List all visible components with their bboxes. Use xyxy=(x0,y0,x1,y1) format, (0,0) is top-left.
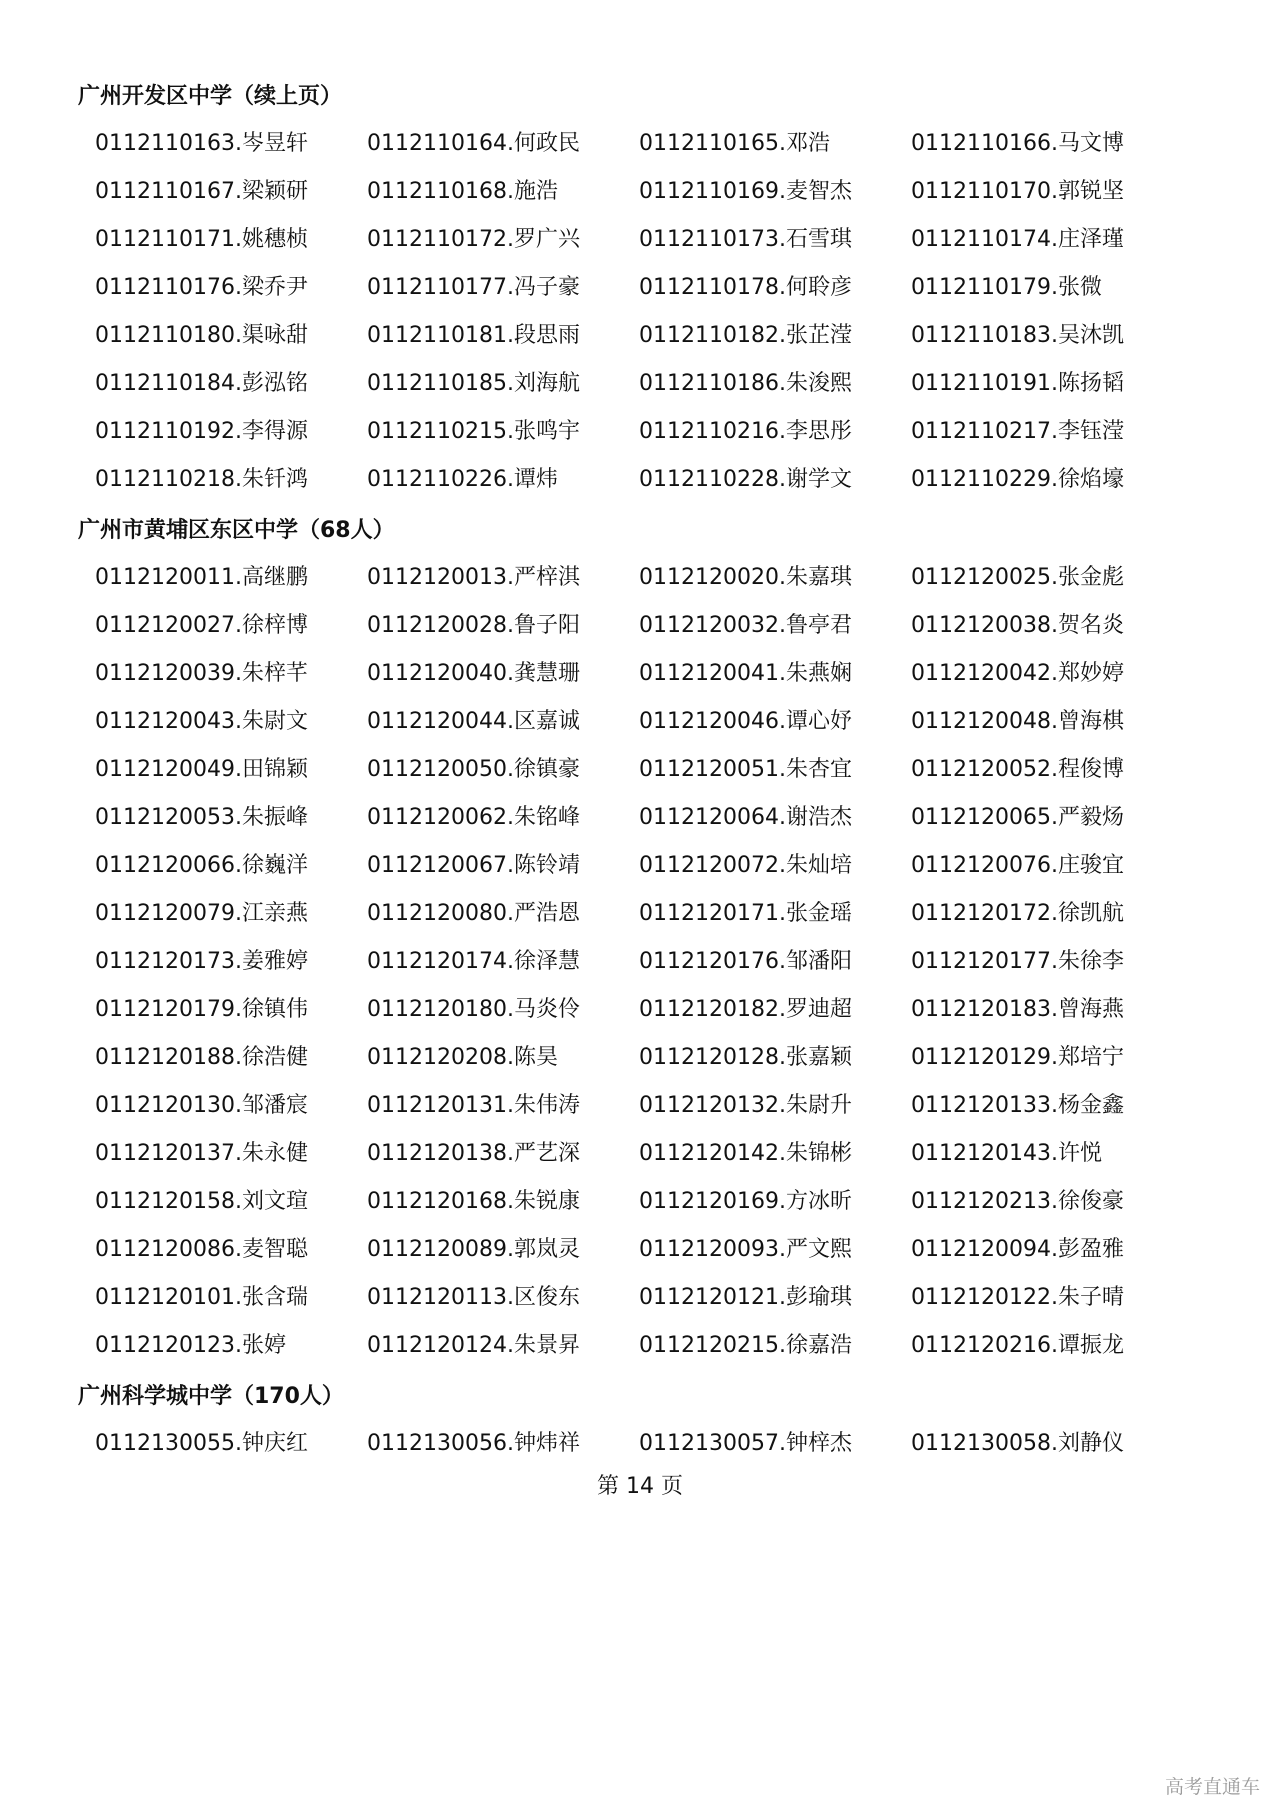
student-entry: 0112130057.钟梓杰 xyxy=(639,1431,852,1456)
student-entry: 0112120216.谭振龙 xyxy=(911,1333,1124,1358)
student-entry: 0112110179.张微 xyxy=(911,275,1102,300)
student-entry: 0112120172.徐凯航 xyxy=(911,901,1124,926)
student-entry: 0112110168.施浩 xyxy=(367,179,558,204)
student-entry: 0112120124.朱景昇 xyxy=(367,1333,580,1358)
student-entry: 0112110170.郭锐坚 xyxy=(911,179,1124,204)
student-entry: 0112110228.谢学文 xyxy=(639,467,852,492)
student-entry: 0112110165.邓浩 xyxy=(639,131,830,156)
student-entry: 0112110192.李得源 xyxy=(95,419,308,444)
student-entry: 0112120179.徐镇伟 xyxy=(95,997,308,1022)
student-entry: 0112120123.张婷 xyxy=(95,1333,286,1358)
student-entry: 0112120032.鲁亭君 xyxy=(639,613,852,638)
student-entry: 0112120168.朱锐康 xyxy=(367,1189,580,1214)
school-section xyxy=(78,80,1138,504)
student-entry: 0112110217.李钰滢 xyxy=(911,419,1124,444)
content-area xyxy=(78,80,1138,1468)
student-entry: 0112120169.方冰昕 xyxy=(639,1189,852,1214)
student-list xyxy=(78,1420,1138,1468)
student-entry: 0112110176.梁乔尹 xyxy=(95,275,308,300)
student-entry: 0112120128.张嘉颖 xyxy=(639,1045,852,1070)
student-entry: 0112120043.朱尉文 xyxy=(95,709,308,734)
student-entry: 0112120132.朱尉升 xyxy=(639,1093,852,1118)
student-entry: 0112120138.严艺深 xyxy=(367,1141,580,1166)
student-entry: 0112120028.鲁子阳 xyxy=(367,613,580,638)
student-entry: 0112120076.庄骏宜 xyxy=(911,853,1124,878)
student-entry: 0112120177.朱徐李 xyxy=(911,949,1124,974)
student-entry: 0112110180.渠咏甜 xyxy=(95,323,308,348)
student-entry: 0112120064.谢浩杰 xyxy=(639,805,852,830)
student-entry: 0112110171.姚穗桢 xyxy=(95,227,308,252)
student-entry: 0112120208.陈昊 xyxy=(367,1045,558,1070)
student-entry: 0112120093.严文熙 xyxy=(639,1237,852,1262)
student-entry: 0112120213.徐俊豪 xyxy=(911,1189,1124,1214)
student-entry: 0112110216.李思彤 xyxy=(639,419,852,444)
student-entry: 0112120188.徐浩健 xyxy=(95,1045,308,1070)
student-entry: 0112120067.陈铃靖 xyxy=(367,853,580,878)
student-entry: 0112120143.许悦 xyxy=(911,1141,1102,1166)
student-entry: 0112120049.田锦颖 xyxy=(95,757,308,782)
student-entry: 0112120053.朱振峰 xyxy=(95,805,308,830)
student-entry: 0112120113.区俊东 xyxy=(367,1285,580,1310)
student-entry: 0112120042.郑妙婷 xyxy=(911,661,1124,686)
student-entry: 0112110177.冯子豪 xyxy=(367,275,580,300)
student-entry: 0112110181.段思雨 xyxy=(367,323,580,348)
student-entry: 0112120046.谭心妤 xyxy=(639,709,852,734)
student-entry: 0112110183.吴沐凯 xyxy=(911,323,1124,348)
student-entry: 0112120066.徐巍洋 xyxy=(95,853,308,878)
student-entry: 0112110174.庄泽瑾 xyxy=(911,227,1124,252)
watermark: 高考直通车 xyxy=(1164,1776,1260,1798)
student-entry: 0112120050.徐镇豪 xyxy=(367,757,580,782)
student-entry: 0112120011.高继鹏 xyxy=(95,565,308,590)
student-entry: 0112120044.区嘉诚 xyxy=(367,709,580,734)
student-entry: 0112120094.彭盈雅 xyxy=(911,1237,1124,1262)
school-heading: 广州科学城中学（170人） xyxy=(78,1384,344,1409)
student-entry: 0112120072.朱灿培 xyxy=(639,853,852,878)
student-entry: 0112120180.马炎伶 xyxy=(367,997,580,1022)
page-number: 第 14 页 xyxy=(597,1474,683,1499)
student-entry: 0112120142.朱锦彬 xyxy=(639,1141,852,1166)
student-entry: 0112120158.刘文瑄 xyxy=(95,1189,308,1214)
student-entry: 0112130058.刘静仪 xyxy=(911,1431,1124,1456)
student-entry: 0112120137.朱永健 xyxy=(95,1141,308,1166)
student-entry: 0112110169.麦智杰 xyxy=(639,179,852,204)
student-entry: 0112110173.石雪琪 xyxy=(639,227,852,252)
student-entry: 0112120020.朱嘉琪 xyxy=(639,565,852,590)
student-entry: 0112120101.张含瑞 xyxy=(95,1285,308,1310)
student-entry: 0112120182.罗迪超 xyxy=(639,997,852,1022)
student-list xyxy=(78,554,1138,1370)
student-entry: 0112110226.谭炜 xyxy=(367,467,558,492)
school-heading: 广州开发区中学（续上页） xyxy=(78,84,343,109)
student-entry: 0112130056.钟炜祥 xyxy=(367,1431,580,1456)
student-entry: 0112120131.朱伟涛 xyxy=(367,1093,580,1118)
school-section xyxy=(78,514,1138,1370)
student-entry: 0112120052.程俊博 xyxy=(911,757,1124,782)
student-entry: 0112120171.张金瑶 xyxy=(639,901,852,926)
student-entry: 0112120173.姜雅婷 xyxy=(95,949,308,974)
student-entry: 0112110163.岑昱轩 xyxy=(95,131,308,156)
student-entry: 0112120051.朱杏宜 xyxy=(639,757,852,782)
student-entry: 0112120086.麦智聪 xyxy=(95,1237,308,1262)
student-entry: 0112120080.严浩恩 xyxy=(367,901,580,926)
student-entry: 0112120089.郭岚灵 xyxy=(367,1237,580,1262)
student-entry: 0112110178.何聆彦 xyxy=(639,275,852,300)
student-entry: 0112120129.郑培宁 xyxy=(911,1045,1124,1070)
student-entry: 0112120174.徐泽慧 xyxy=(367,949,580,974)
student-entry: 0112120039.朱梓芊 xyxy=(95,661,308,686)
student-entry: 0112110218.朱钎鸿 xyxy=(95,467,308,492)
student-entry: 0112120122.朱子晴 xyxy=(911,1285,1124,1310)
student-entry: 0112110172.罗广兴 xyxy=(367,227,580,252)
student-entry: 0112120027.徐梓博 xyxy=(95,613,308,638)
student-entry: 0112130055.钟庆红 xyxy=(95,1431,308,1456)
student-entry: 0112120025.张金彪 xyxy=(911,565,1124,590)
student-entry: 0112110184.彭泓铭 xyxy=(95,371,308,396)
student-list xyxy=(78,120,1138,504)
student-entry: 0112120183.曾海燕 xyxy=(911,997,1124,1022)
student-entry: 0112120079.江亲燕 xyxy=(95,901,308,926)
student-entry: 0112120040.龚慧珊 xyxy=(367,661,580,686)
student-entry: 0112110167.梁颖研 xyxy=(95,179,308,204)
student-entry: 0112120133.杨金鑫 xyxy=(911,1093,1124,1118)
student-entry: 0112110166.马文博 xyxy=(911,131,1124,156)
student-entry: 0112110186.朱浚熙 xyxy=(639,371,852,396)
student-entry: 0112110229.徐焰壕 xyxy=(911,467,1124,492)
student-entry: 0112120065.严毅炀 xyxy=(911,805,1124,830)
student-entry: 0112110185.刘海航 xyxy=(367,371,580,396)
student-entry: 0112120121.彭瑜琪 xyxy=(639,1285,852,1310)
school-section xyxy=(78,1380,1138,1468)
student-entry: 0112120062.朱铭峰 xyxy=(367,805,580,830)
student-entry: 0112120038.贺名炎 xyxy=(911,613,1124,638)
student-entry: 0112110182.张芷滢 xyxy=(639,323,852,348)
student-entry: 0112120176.邹潘阳 xyxy=(639,949,852,974)
student-entry: 0112110164.何政民 xyxy=(367,131,580,156)
student-entry: 0112110215.张鸣宇 xyxy=(367,419,580,444)
student-entry: 0112120130.邹潘宸 xyxy=(95,1093,308,1118)
school-heading: 广州市黄埔区东区中学（68人） xyxy=(78,518,395,543)
student-entry: 0112120215.徐嘉浩 xyxy=(639,1333,852,1358)
student-entry: 0112110191.陈扬韬 xyxy=(911,371,1124,396)
student-entry: 0112120048.曾海棋 xyxy=(911,709,1124,734)
student-entry: 0112120041.朱燕娴 xyxy=(639,661,852,686)
student-entry: 0112120013.严梓淇 xyxy=(367,565,580,590)
